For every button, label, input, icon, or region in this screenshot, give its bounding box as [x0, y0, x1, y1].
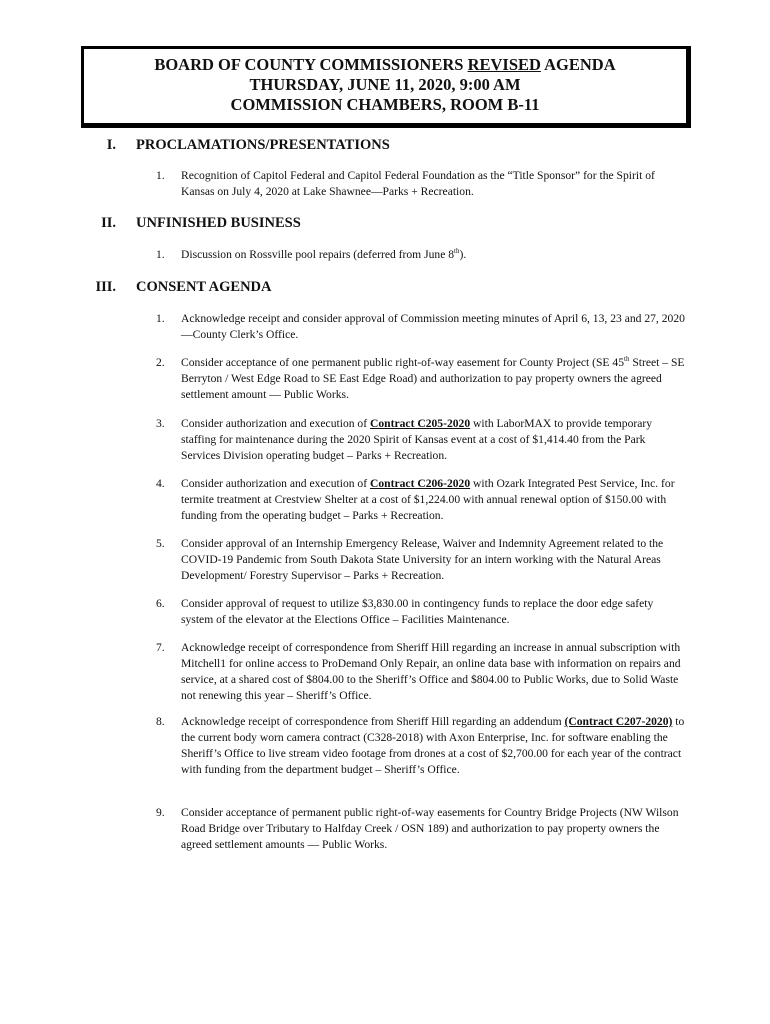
contract-reference: (Contract C207-2020) [564, 715, 673, 728]
section-title: UNFINISHED BUSINESS [136, 215, 301, 231]
section-numeral: I. [106, 137, 116, 153]
contract-reference: Contract C205-2020 [370, 417, 471, 430]
header-line-1: BOARD OF COUNTY COMMISSIONERS REVISED AGENDA [154, 55, 616, 74]
contract-reference: Contract C206-2020 [370, 477, 471, 490]
section-title: PROCLAMATIONS/PRESENTATIONS [136, 137, 390, 153]
agenda-header [81, 46, 691, 128]
section-numeral: II. [101, 215, 116, 231]
header-line-2: THURSDAY, JUNE 11, 2020, 9:00 AM [249, 75, 521, 94]
section-title: CONSENT AGENDA [136, 279, 272, 295]
revised-label: REVISED [467, 55, 541, 74]
section-numeral: III. [95, 279, 116, 295]
header-line-3: COMMISSION CHAMBERS, ROOM B-11 [230, 95, 540, 114]
